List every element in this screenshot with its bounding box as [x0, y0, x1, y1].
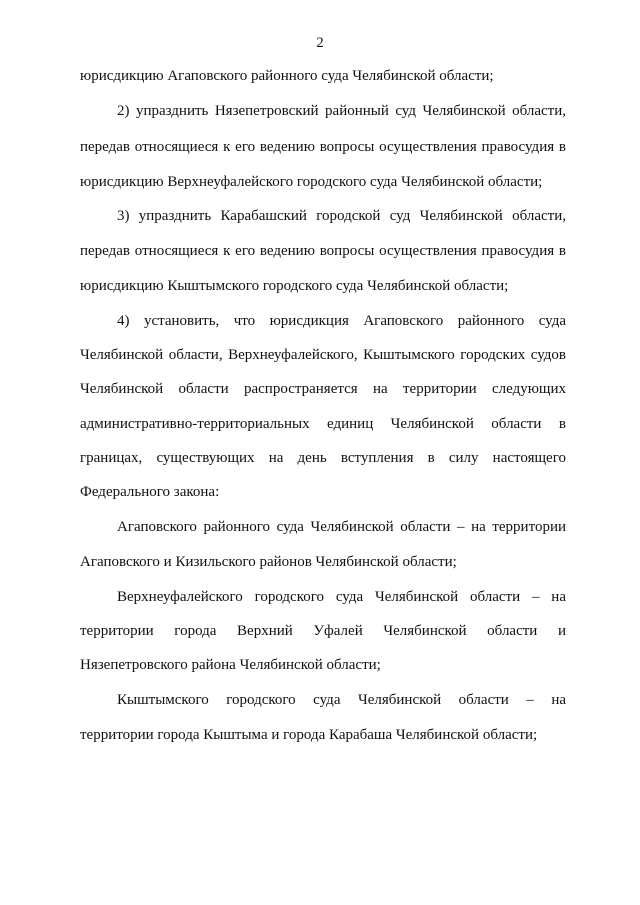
- text-line: территории города Верхний Уфалей Челябинской области и: [80, 623, 566, 639]
- text-line: 2) упразднить Нязепетровский районный суд Челябинской области,: [117, 103, 566, 119]
- text-line: территории города Кыштыма и города Карабаша Челябинской области;: [80, 727, 538, 743]
- page-number: 2: [316, 35, 324, 51]
- text-line: административно-территориальных единиц Челябинской области в: [80, 416, 566, 432]
- text-line: передав относящиеся к его ведению вопросы осуществления правосудия в: [80, 243, 566, 259]
- text-line: Кыштымского городского суда Челябинской области – на: [117, 692, 566, 708]
- text-line: границах, существующих на день вступления в силу настоящего: [80, 450, 566, 466]
- text-line: Агаповского и Кизильского районов Челябинской области;: [80, 554, 457, 570]
- text-line: юрисдикцию Агаповского районного суда Челябинской области;: [80, 68, 494, 84]
- text-line: Челябинской области, Верхнеуфалейского, Кыштымского городских судов: [80, 347, 566, 363]
- text-line: 3) упразднить Карабашский городской суд Челябинской области,: [117, 208, 566, 224]
- text-line: Федерального закона:: [80, 484, 220, 500]
- text-line: передав относящиеся к его ведению вопросы осуществления правосудия в: [80, 139, 566, 155]
- text-line: Агаповского районного суда Челябинской области – на территории: [117, 519, 566, 535]
- text-line: юрисдикцию Кыштымского городского суда Челябинской области;: [80, 278, 509, 294]
- text-line: Челябинской области распространяется на территории следующих: [80, 381, 566, 397]
- text-line: Нязепетровского района Челябинской области;: [80, 657, 381, 673]
- text-line: Верхнеуфалейского городского суда Челябинской области – на: [117, 589, 566, 605]
- text-line: 4) установить, что юрисдикция Агаповского районного суда: [117, 313, 566, 329]
- text-line: юрисдикцию Верхнеуфалейского городского суда Челябинской области;: [80, 174, 543, 190]
